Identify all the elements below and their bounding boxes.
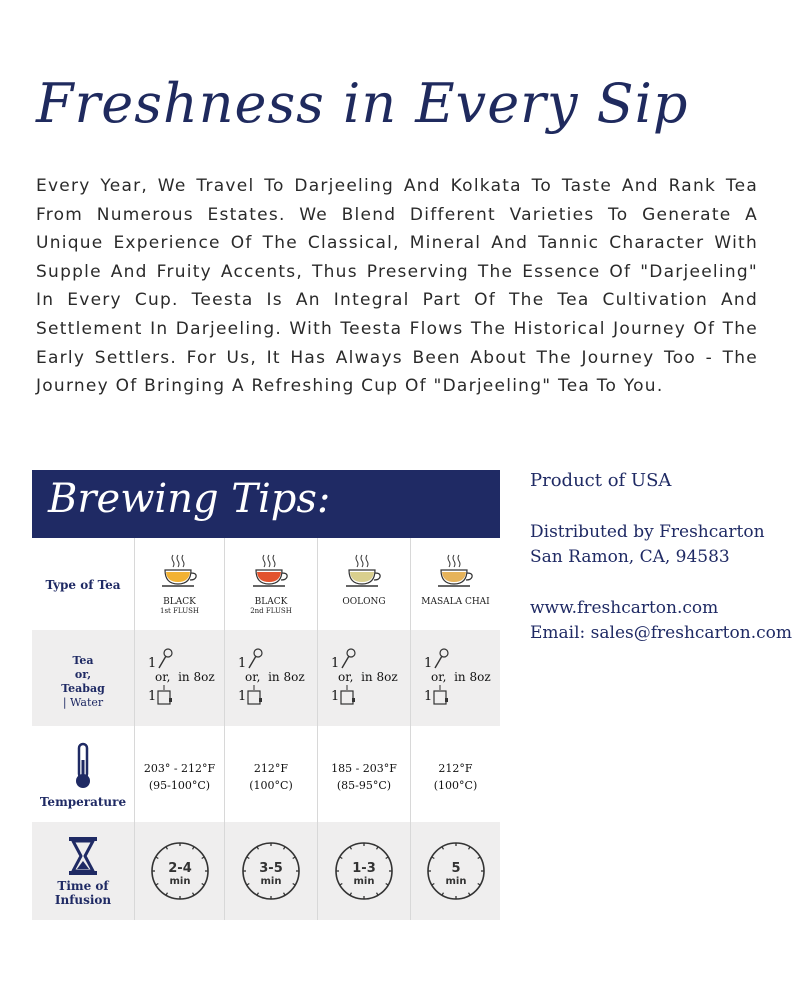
row-label-water: | Water [62, 696, 104, 709]
website-link[interactable]: www.freshcarton.com [530, 598, 719, 618]
temperature-fahrenheit: 203° - 212°F [143, 762, 216, 775]
quantity-text: or, in 8oz [338, 670, 398, 684]
temperature-cell [225, 760, 317, 794]
temperature-fahrenheit: 212°F [253, 762, 289, 775]
infusion-time-unit: min [260, 876, 282, 887]
infusion-time-value: 3-5 [259, 861, 283, 876]
teacup-icon [318, 552, 410, 597]
temperature-celsius: (95-100°C) [148, 779, 211, 792]
teacup-icon [411, 552, 500, 597]
spoon-icon [156, 648, 174, 670]
teabag-count: 1 [424, 689, 433, 704]
tea-flush-label: 1st FLUSH [159, 607, 199, 615]
page-title: Freshness in Every Sip [36, 72, 689, 135]
timer-icon [426, 841, 486, 901]
hourglass-icon [66, 836, 100, 876]
address: San Ramon, CA, 94583 [530, 547, 730, 567]
row-label-time-of: Time of [57, 879, 109, 893]
quantity-text: or, in 8oz [155, 670, 215, 684]
distributor: Distributed by Freshcarton [530, 522, 765, 542]
teabag-count: 1 [148, 689, 157, 704]
teabag-icon [246, 684, 262, 706]
row-label-infusion: Infusion [54, 893, 112, 907]
temperature-cell [318, 760, 410, 794]
spoon-count: 1 [238, 656, 247, 671]
spoon-count: 1 [424, 656, 433, 671]
temperature-fahrenheit: 212°F [438, 762, 473, 775]
timer-icon [150, 841, 210, 901]
temperature-celsius: (100°C) [433, 779, 478, 792]
teabag-icon [339, 684, 355, 706]
brewing-tips-table [32, 470, 500, 920]
row-label-or: or, [74, 668, 92, 681]
quantity-cell [135, 630, 224, 726]
row-label-type: Type of Tea [45, 578, 121, 592]
tea-type-name: MASALA CHAI [421, 597, 490, 607]
tea-type-name: BLACK [163, 597, 196, 607]
thermometer-icon [71, 742, 95, 790]
quantity-text: or, in 8oz [245, 670, 305, 684]
teabag-count: 1 [238, 689, 247, 704]
intro-paragraph: Every Year, We Travel To Darjeeling And Kolkata To Taste And Rank Tea From Numerous Estates. We Blend Different Varieties To Generate A Unique Experience Of The Classical, Mineral And Tannic Character With Supple And Fruity Accents, Thus Preserving The Essence Of "Darjeeling" In Every Cup. Teesta Is An Integral Part Of The Tea Cultivation And Settlement In Darjeeling. With Teesta Flows The Historical Journey Of The Early Settlers. For Us, It Has Always Been About The Journey Too - The Journey Of Bringing A Refreshing Cup Of "Darjeeling" Tea To You. [36, 176, 758, 397]
row-label-quantity [32, 654, 134, 710]
infusion-time-value: 5 [450, 861, 461, 876]
quantity-cell [411, 630, 500, 726]
temperature-celsius: (100°C) [249, 779, 293, 792]
infusion-time-value: 1-3 [352, 861, 376, 876]
spoon-icon [246, 648, 264, 670]
temperature-fahrenheit: 185 - 203°F [331, 762, 397, 775]
spoon-count: 1 [331, 656, 340, 671]
temperature-celsius: (85-95°C) [336, 779, 392, 792]
teabag-icon [156, 684, 172, 706]
teacup-icon [135, 552, 224, 597]
brewing-tips-heading: Brewing Tips: [48, 476, 331, 522]
quantity-cell [225, 630, 317, 726]
tea-type-name: OOLONG [342, 597, 386, 607]
teabag-icon [432, 684, 448, 706]
row-label-temperature: Temperature [39, 795, 127, 809]
brewing-tips-banner [32, 470, 500, 538]
infusion-time-unit: min [445, 876, 466, 887]
teacup-icon [225, 552, 317, 597]
row-label-temperature-group [32, 742, 134, 809]
product-origin: Product of USA [530, 470, 672, 491]
spoon-count: 1 [148, 656, 157, 671]
quantity-text: or, in 8oz [431, 670, 491, 684]
tea-flush-label: 2nd FLUSH [250, 607, 292, 615]
infusion-time-unit: min [169, 876, 190, 887]
infusion-time-unit: min [353, 876, 375, 887]
spoon-icon [432, 648, 450, 670]
infusion-time-value: 2-4 [167, 861, 192, 876]
teabag-count: 1 [331, 689, 340, 704]
tea-type-name: BLACK [254, 597, 288, 607]
spoon-icon [339, 648, 357, 670]
timer-icon [241, 841, 301, 901]
email-link[interactable]: Email: sales@freshcarton.com [530, 623, 792, 643]
temperature-cell [135, 760, 224, 794]
row-label-time-group [32, 836, 134, 907]
temperature-cell [411, 760, 500, 794]
row-label-teabag: Teabag [61, 682, 105, 695]
quantity-cell [318, 630, 410, 726]
row-label-tea: Tea [72, 654, 94, 667]
timer-icon [334, 841, 394, 901]
